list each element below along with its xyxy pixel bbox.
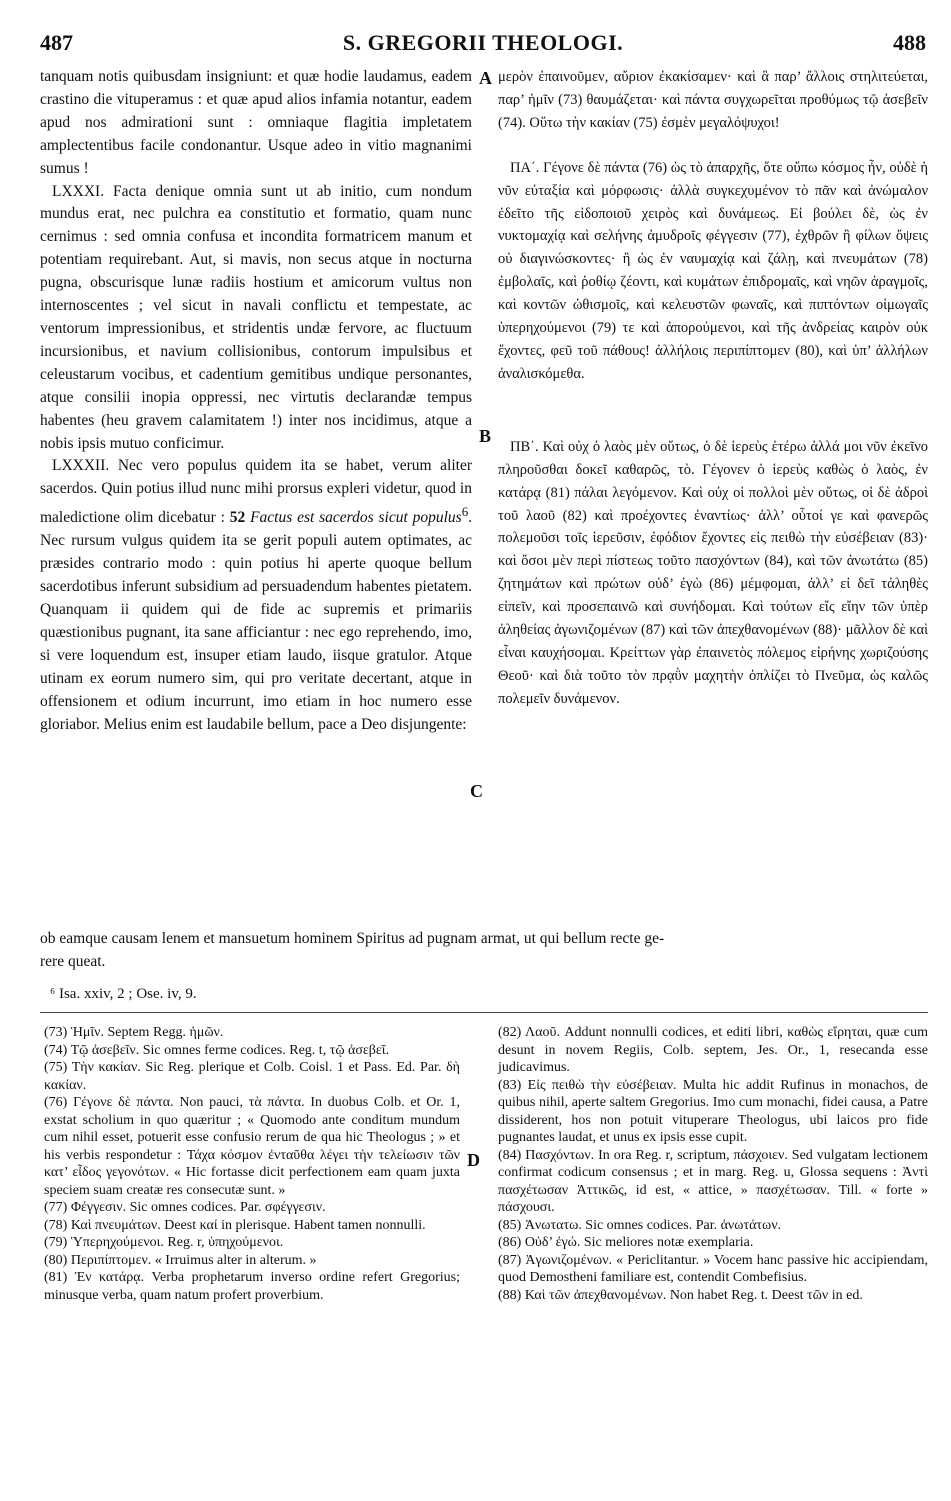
footnote: (76) Γέγονε δὲ πάντα. Non pauci, τὰ πάντα. In duobus Colb. et Or. 1, exstat scholium in quo quæritur ; « Quomodo ante conditum mundum cum nihil esset, potuerit esse confusio rerum de qua hic Theologus ; » et his verbis respondetur : Τάχα κόσμον ἐνταῦθα λέγει τὴν τελείωσιν τῶν κατ’ εἶδος γεγονότων. « Hic fortasse dicit perfectionem eam quam juxta speciem suam creatæ res consecutæ sunt. » xyxy=(44,1095,460,1198)
notes-right-column xyxy=(498,1024,928,1304)
scripture-quote: Factus est sacerdos sicut populus xyxy=(250,509,462,527)
footnote-divider xyxy=(40,1012,928,1013)
latin-paragraph-1: tanquam notis quibusdam insigniunt: et quæ hodie laudamus, eadem crastino die vituperamus : et quæ apud alios infamia notantur, eadem apud nos admirationi sunt : omniaque flagitia impletatem amplectentibus facile condonantur. Usque adeo in vitio magnanimi sumus ! xyxy=(40,68,472,177)
footnote: (75) Τὴν κακίαν. Sic Reg. plerique et Colb. Coisl. 1 et Pass. Ed. Par. δὴ κακίαν. xyxy=(44,1060,460,1093)
page-number-right: 488 xyxy=(893,30,926,55)
footnote: (87) Ἀγωνιζομένων. « Periclitantur. » Vocem hanc passive hic accipiendam, quod Demostheni familiare est, contendit Combefisius. xyxy=(498,1252,928,1285)
greek-column xyxy=(498,66,928,711)
footnote: (82) Λαοῦ. Addunt nonnulli codices, et editi libri, καθὼς εἴρηται, quæ cum desunt in novem Regiis, Colb. septem, Jes. Or., 1, resecanda esse judicavimus. xyxy=(498,1025,928,1075)
page-number-left: 487 xyxy=(40,30,73,55)
footnote: (85) Ἀνωτατω. Sic omnes codices. Par. ἀνωτάτων. xyxy=(498,1217,782,1233)
footnote: (77) Φέγγεσιν. Sic omnes codices. Par. σφέγγεσιν. xyxy=(44,1200,326,1215)
latin-continuation xyxy=(40,928,928,974)
footnote: (81) Ἐν κατάρᾳ. Verba prophetarum inverso ordine refert Gregorius; minusque verba, quam natum profert proverbium. xyxy=(44,1270,460,1303)
latin-p82-rest: . Nec rursum vulgus quidem ita se gerit populi autem optimates, ac præsides contrario modo : quin potius hi aperte quoque bellum sacerdotibus inferunt subsidium ad persuadendum habentes pietatem. Quanquam ii quidem qui de fide ac supremis et primariis quæstionibus pugnant, ita sane afficiantur : nec ego reprehendo, imo, si vere loquendum est, insuper etiam laudo, iisque gratulor. Atque utinam ex eorum numero sim, qui pro veritate decertant, atque in offensionem et odium incurrunt, imo etiam in hoc numero esse gloriabor. Melius enim est laudabile bellum, pace a Deo disjungente: xyxy=(40,509,473,733)
footnote: (74) Τῷ ἀσεβεῖν. Sic omnes ferme codices. Reg. t, τῷ ἀσεβεῖ. xyxy=(44,1042,390,1058)
running-title: S. GREGORII THEOLOGI. xyxy=(342,30,624,55)
footnote-ref: 6 xyxy=(461,504,469,520)
footnote: (79) Ὑπερηχούμενοι. Reg. r, ὑπηχούμενοι. xyxy=(44,1235,284,1250)
margin-marker-b: B xyxy=(479,426,492,446)
latin-continuation-line-1: ob eamque causam lenem et mansuetum hominem Spiritus ad pugnam armat, ut qui bellum recte ge- xyxy=(40,930,665,947)
footnote: (83) Εἰς πειθὼ τὴν εὐσέβειαν. Multa hic addit Rufinus in monachos, de quibus nihil, aperte saltem Gregorius. Imo cum monachi, fidei causa, a Patre dissiderent, hos non potuit vituperare Theologus, ubi laicos pro fide pugnantes laudat, et unus ex ipsis esse cupit. xyxy=(498,1077,928,1145)
footnote: (86) Οὐδ’ ἐγώ. Sic meliores notæ exemplaria. xyxy=(498,1235,754,1250)
greek-paragraph-81: ΠΑ΄. Γέγονε δὲ πάντα (76) ὡς τὸ ἀπαρχῆς, ὅτε οὔπω κόσμος ἦν, οὐδὲ ἡ νῦν εὐταξία καὶ μόρφωσις· ἀλλὰ συγκεχυμένον τὸ πᾶν καὶ ἀνώμαλον ἐδεῖτο τῆς εἰδοποιοῦ χειρὸς καὶ δυνάμεως. Εἰ βούλει δὲ, ὡς ἐν νυκτομαχίᾳ καὶ σελήνης ἀμυδροῖς φέγγεσιν (77), ἐχθρῶν ἢ φίλων ὄψεις οὐ διαγινώσκοντες· ἢ ὡς ἐν ναυμαχίᾳ καὶ ζάλῃ, καὶ πνευμάτων (78) ἐμβολαῖς, καὶ ῥοθίῳ ζέοντι, καὶ κυμάτων ἐπιδρομαῖς, καὶ νηῶν ἀραγμοῖς, καὶ κοντῶν ὠθισμοῖς, καὶ κελευστῶν φωναῖς, καὶ πιπτόντων οἰμωγαῖς ὑπερηχούμενοι (79) τε καὶ ἀπορούμενοι, καὶ τῆς ἀνδρείας καιρὸν οὐκ ἔχοντες, φεῦ τοῦ πάθους! ἀλλήλοις περιπίπτομεν (80), καὶ ὑπ’ ἀλλήλων ἀναλισκόμεθα. xyxy=(498,159,928,382)
footnote: (88) Καὶ τῶν ἀπεχθανομένων. Non habet Reg. t. Deest τῶν in ed. xyxy=(498,1287,863,1303)
latin-continuation-line-2: rere queat. xyxy=(40,952,106,970)
page-header xyxy=(40,30,926,64)
footnote: (84) Πασχόντων. In ora Reg. r, scriptum, πάσχοιεν. Sed vulgatam lectionem confirmat codicum consensus ; et in marg. Reg. u, Glossa sequens : Ἀντὶ πασχέτωσαν Ἀττικῶς, id est, « attice, » πασχέτωσαν. Till. « forte » πάσχουσι. xyxy=(498,1147,928,1215)
footnote: (78) Καὶ πνευμάτων. Deest καί in plerisque. Habent tamen nonnulli. xyxy=(44,1217,426,1233)
greek-paragraph-1: μερὸν ἐπαινοῦμεν, αὔριον ἐκακίσαμεν· καὶ ἃ παρ’ ἄλλοις στηλιτεύεται, παρ’ ἡμῖν (73) θαυμάζεται· καὶ πάντα συγχωρεῖται προθύμως τῷ ἀσεβεῖν (74). Οὕτω τὴν κακίαν (75) ἐσμὲν μεγαλόψυχοι! xyxy=(498,69,928,131)
margin-marker-d: D xyxy=(467,1150,480,1170)
latin-paragraph-81: LXXXI. Facta denique omnia sunt ut ab initio, cum nondum mundus erat, nec pulchra ea constitutio et formatio, quam nunc cernimus : sed omnia confusa et incondita formatricem manum et potentiam requirebant. Aut, si mavis, non secus atque in nocturna pugna, obscurisque lunæ radiis hostium et amicorum vultus non internoscentes ; vel sicut in navali conflictu et tempestate, ac ventorum impressionibus, et stridentis undæ fervore, ac fluctuum incursionibus, et navium collisionibus, contorum impulsibus et celeustarum vocibus, et cadentium gemitibus undique personantes, atque consilii inopia oppressi, nec virtutis declarandæ tempus habentes (heu gravem calamitatem !) inter nos incidimus, atque a nobis ipsis mutuo conficimur. xyxy=(40,182,472,452)
footnote: (80) Περιπίπτομεν. « Irruimus alter in alterum. » xyxy=(44,1252,317,1268)
section-number: 52 xyxy=(229,509,246,527)
greek-paragraph-82: ΠΒ΄. Καὶ οὐχ ὁ λαὸς μὲν οὕτως, ὁ δὲ ἱερεὺς ἑτέρω ἀλλά μοι νῦν ἐκεῖνο πληροῦσθαι δοκεῖ καθαρῶς, τὸ. Γέγονεν ὁ ἱερεὺς καθὼς ὁ λαὸς, ἐν κατάρᾳ (81) πάλαι λεγόμενον. Καὶ οὐχ οἱ πολλοὶ μὲν οὕτως, οἱ δὲ ἀδροὶ τοῦ λαοῦ (82) καὶ προέχοντες ἐναντίως· ἀλλ’ οὗτοί γε καὶ φανερῶς πολεμοῦσι τοῖς ἱερεῦσιν, ἐφόδιον ἔχοντες εἰς πειθὼ τὴν εὐσέβειαν (83)· καὶ ὅσοι μὲν περὶ πίστεως τοῦτο πασχόντων (84), καὶ τῶν ἀνωτάτω (85) ζητημάτων καὶ πρώτων οὐδ’ ἐγὼ (86) μέμφομαι, ἀλλ’ εἰ δεῖ τἀληθὲς εἰπεῖν, καὶ προσεπαινῶ καὶ συνήδομαι. Καὶ τούτων εἴς εἴην τῶν ὑπὲρ ἀληθείας ἀγωνιζομένων (87) καὶ τῶν ἀπεχθανομένων (88)· μᾶλλον δὲ καὶ εἶναι καυχήσομαι. Κρείττων γὰρ ἐπαινετὸς πόλεμος εἰρήνης χωριζούσης Θεοῦ· καὶ διὰ τοῦτο τὸν πρᾳῢν μαχητὴν ὁπλίζει τὸ Πνεῦμα, ὡς καλῶς πολεμεῖν δυνάμενον. xyxy=(498,438,928,707)
margin-marker-a: A xyxy=(479,68,492,88)
scripture-reference-note: ⁶ Isa. xxiv, 2 ; Ose. iv, 9. xyxy=(50,986,197,1002)
latin-column xyxy=(40,66,472,736)
latin-p82-start: LXXXII. Nec vero populus quidem ita se habet, verum aliter sacerdos. Quin potius illud nunc mihi prorsus expleri videtur, quod in maledictione olim dicebatur : xyxy=(40,457,472,527)
notes-left-column xyxy=(44,1024,460,1304)
margin-marker-c: C xyxy=(470,781,483,801)
footnote: (73) Ἡμῖν. Septem Regg. ἡμῶν. xyxy=(44,1025,224,1040)
latin-paragraph-82 xyxy=(40,455,472,736)
